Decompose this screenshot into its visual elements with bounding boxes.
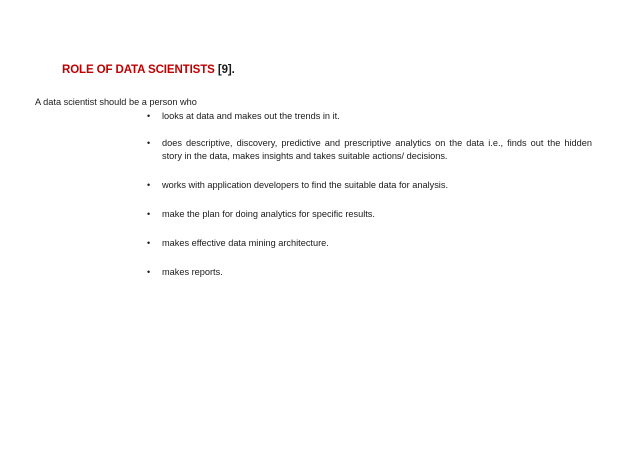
bullet-dot-icon: • <box>147 209 151 219</box>
bullet-item-analytics <box>147 137 592 163</box>
bullet-item-architecture <box>147 237 592 250</box>
slide-title-reference: [9]. <box>217 64 235 76</box>
bullet-text: makes reports. <box>162 267 223 277</box>
bullet-list <box>147 110 592 295</box>
bullet-dot-icon: • <box>147 238 151 248</box>
bullet-dot-icon: • <box>147 111 151 121</box>
intro-text: A data scientist should be a person who <box>35 97 197 107</box>
bullet-item-trends <box>147 110 592 123</box>
bullet-item-plan <box>147 208 592 221</box>
bullet-dot-icon: • <box>147 267 151 277</box>
bullet-item-reports <box>147 266 592 279</box>
bullet-text: looks at data and makes out the trends in it. <box>162 111 340 121</box>
bullet-item-developers <box>147 179 592 192</box>
bullet-text: make the plan for doing analytics for specific results. <box>162 209 375 219</box>
slide-title <box>62 64 235 76</box>
bullet-dot-icon: • <box>147 180 151 190</box>
slide-title-text: ROLE OF DATA SCIENTISTS <box>62 64 215 76</box>
bullet-dot-icon: • <box>147 138 151 148</box>
bullet-text: works with application developers to find the suitable data for analysis. <box>162 180 448 190</box>
bullet-text: makes effective data mining architecture. <box>162 238 329 248</box>
bullet-text: does descriptive, discovery, predictive and prescriptive analytics on the data i.e., finds out the hidden story in the data, makes insights and takes suitable actions/ decisions. <box>162 138 592 161</box>
